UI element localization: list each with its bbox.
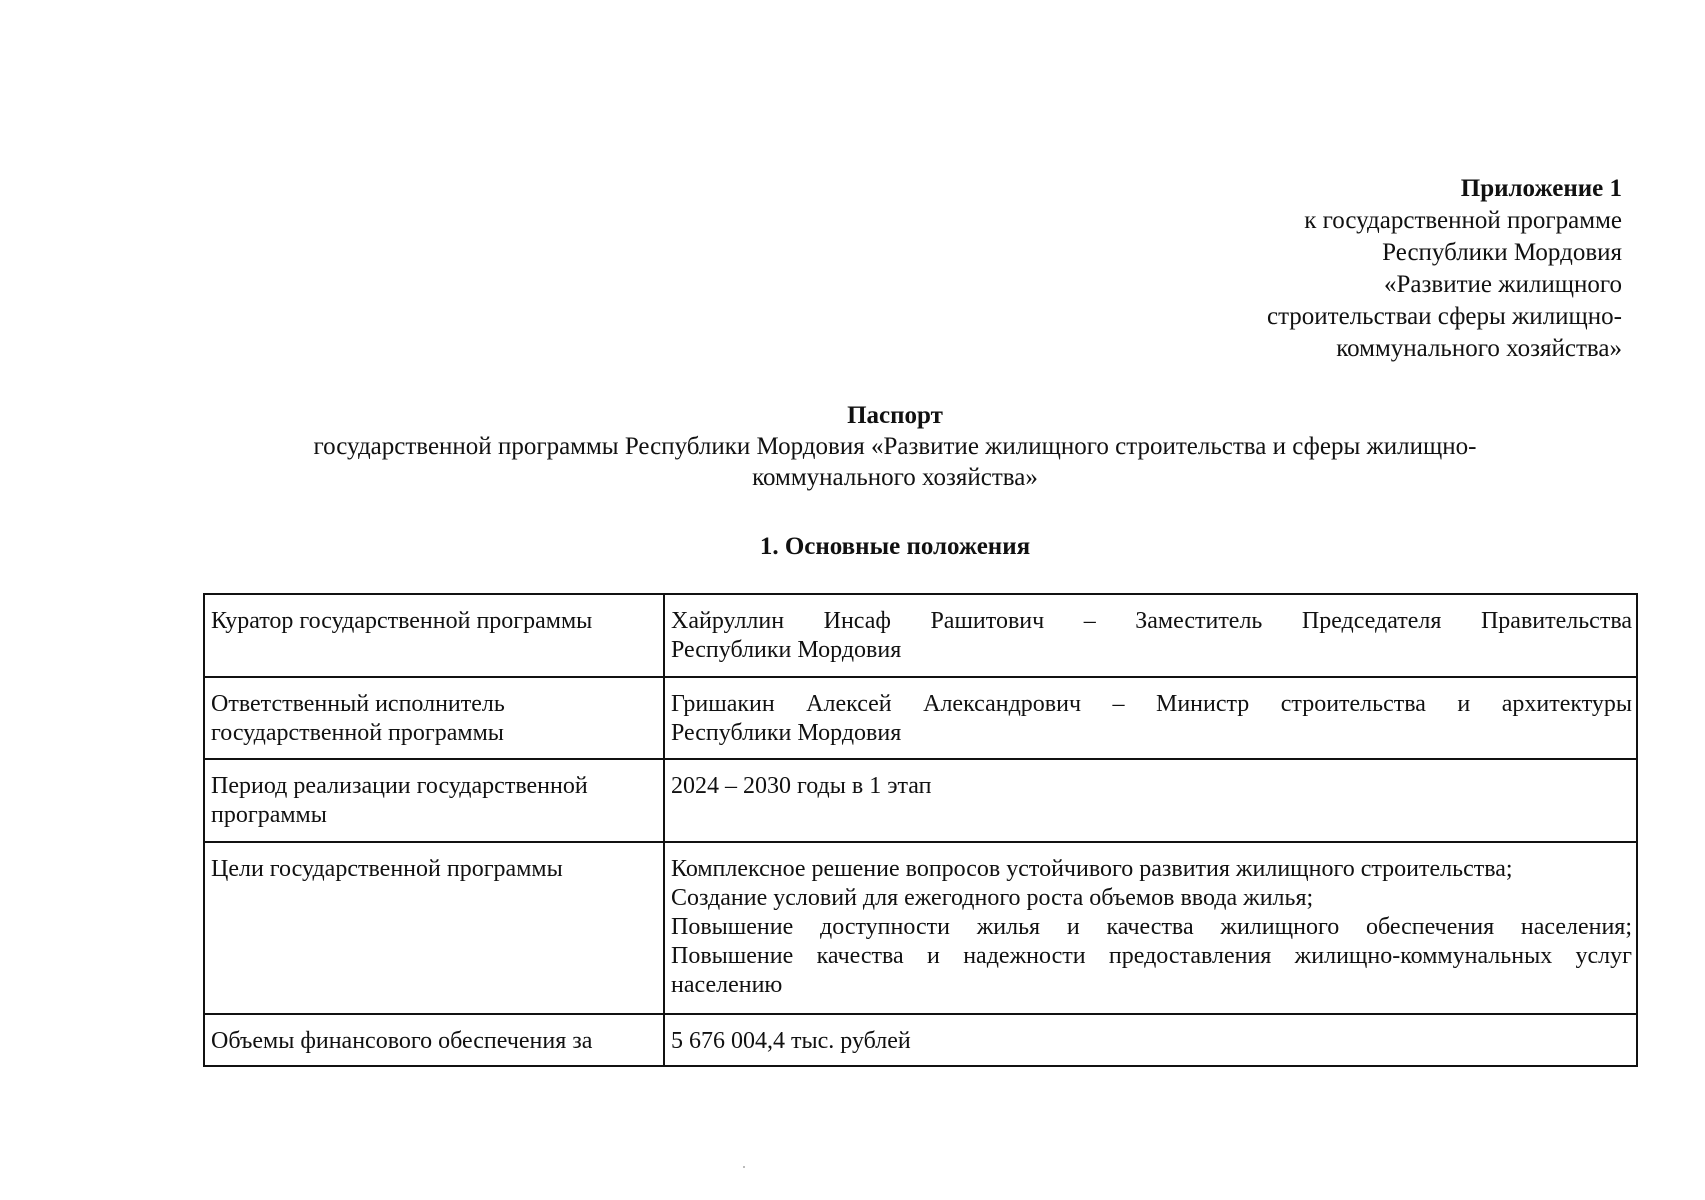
- passport-subtitle-line: коммунального хозяйства»: [752, 464, 1038, 491]
- table-row: [204, 677, 1637, 759]
- value-line: Комплексное решение вопросов устойчивого развития жилищного строительства;: [671, 856, 1513, 882]
- value-line: Гришакин Алексей Александрович – Министр строительства и архитектуры: [671, 691, 1632, 717]
- table-row: [204, 594, 1637, 677]
- value-line: Республики Мордовия: [671, 720, 902, 746]
- row-value: [664, 759, 1637, 842]
- value-line: Повышение качества и надежности предоставления жилищно-коммунальных услуг: [671, 943, 1632, 969]
- passport-title: Паспорт: [847, 402, 943, 429]
- appendix-line: к государственной программе: [1304, 207, 1622, 234]
- table-row: [204, 842, 1637, 1014]
- table-row: [204, 1014, 1637, 1066]
- value-line: Повышение доступности жилья и качества жилищного обеспечения населения;: [671, 914, 1632, 940]
- scan-speck: [743, 1166, 745, 1168]
- row-label: Объемы финансового обеспечения за: [204, 1014, 664, 1066]
- value-line: 5 676 004,4 тыс. рублей: [671, 1028, 911, 1054]
- row-label: Период реализации государственной программы: [204, 759, 664, 842]
- value-line: населению: [671, 972, 783, 998]
- row-value: [664, 677, 1637, 759]
- table-row: [204, 759, 1637, 842]
- row-value: [664, 594, 1637, 677]
- row-label: Цели государственной программы: [204, 842, 664, 1014]
- main-provisions-table: [203, 593, 1638, 1067]
- appendix-line: коммунального хозяйства»: [1336, 335, 1622, 362]
- value-line: Создание условий для ежегодного роста объемов ввода жилья;: [671, 885, 1314, 911]
- row-value: [664, 842, 1637, 1014]
- row-value: [664, 1014, 1637, 1066]
- value-line: Хайруллин Инсаф Рашитович – Заместитель Председателя Правительства: [671, 608, 1632, 634]
- row-label: Ответственный исполнитель государственной программы: [204, 677, 664, 759]
- section-heading: 1. Основные положения: [759, 533, 1031, 560]
- value-line: 2024 – 2030 годы в 1 этап: [671, 773, 932, 799]
- appendix-title: Приложение 1: [1460, 175, 1622, 202]
- appendix-line: Республики Мордовия: [1382, 239, 1622, 266]
- appendix-line: «Развитие жилищного: [1384, 271, 1622, 298]
- value-line: Республики Мордовия: [671, 637, 902, 663]
- row-label: Куратор государственной программы: [204, 594, 664, 677]
- passport-subtitle-line: государственной программы Республики Мордовия «Развитие жилищного строительства и сферы жилищно-: [313, 433, 1477, 460]
- appendix-header: [1267, 173, 1622, 365]
- passport-heading: [210, 400, 1580, 493]
- appendix-line: строительстваи сферы жилищно-: [1266, 303, 1622, 330]
